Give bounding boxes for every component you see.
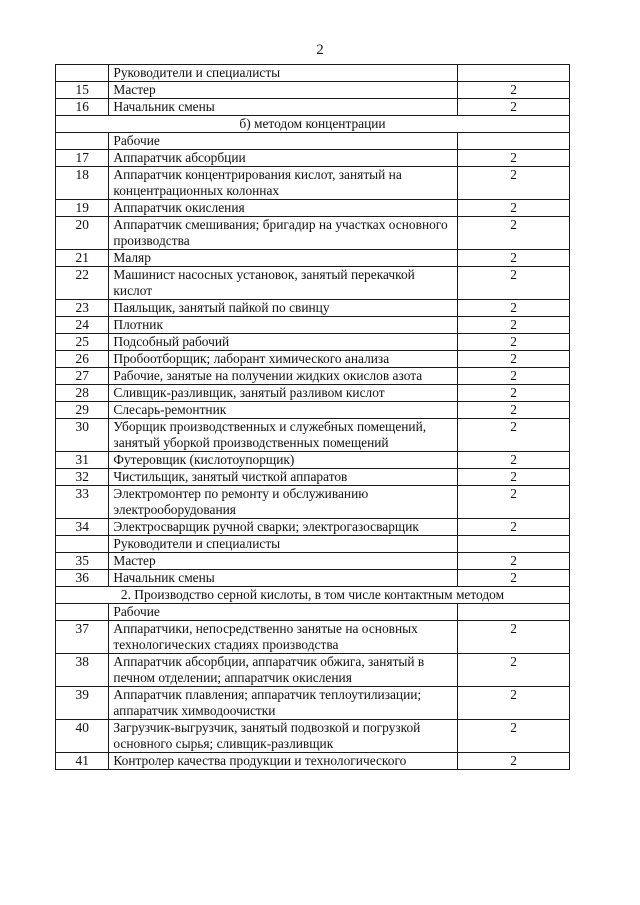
row-value: 2 xyxy=(458,267,570,300)
table-row xyxy=(56,334,570,351)
profession-name: Начальник смены xyxy=(109,570,458,587)
table-row xyxy=(56,753,570,770)
profession-name: Подсобный рабочий xyxy=(109,334,458,351)
row-number: 21 xyxy=(56,250,109,267)
table-row xyxy=(56,133,570,150)
value-cell xyxy=(458,536,570,553)
table-row xyxy=(56,570,570,587)
row-value: 2 xyxy=(458,351,570,368)
row-value: 2 xyxy=(458,687,570,720)
row-number: 25 xyxy=(56,334,109,351)
table-row xyxy=(56,267,570,300)
profession-name: Аппаратчик концентрирования кислот, занятый на концентрационных колоннах xyxy=(109,167,458,200)
row-number: 16 xyxy=(56,99,109,116)
profession-name: Машинист насосных установок, занятый перекачкой кислот xyxy=(109,267,458,300)
row-number: 41 xyxy=(56,753,109,770)
row-value: 2 xyxy=(458,519,570,536)
table-row xyxy=(56,720,570,753)
table-row xyxy=(56,469,570,486)
group-heading: Рабочие xyxy=(109,604,458,621)
row-number: 36 xyxy=(56,570,109,587)
value-cell xyxy=(458,65,570,82)
row-number: 19 xyxy=(56,200,109,217)
row-number: 39 xyxy=(56,687,109,720)
row-number-cell xyxy=(56,65,109,82)
row-number: 33 xyxy=(56,486,109,519)
row-value: 2 xyxy=(458,150,570,167)
table-row xyxy=(56,419,570,452)
profession-name: Плотник xyxy=(109,317,458,334)
row-number: 17 xyxy=(56,150,109,167)
table-row xyxy=(56,452,570,469)
row-number: 35 xyxy=(56,553,109,570)
row-number: 30 xyxy=(56,419,109,452)
row-number: 38 xyxy=(56,654,109,687)
table-row xyxy=(56,167,570,200)
profession-name: Аппаратчик абсорбции, аппаратчик обжига, занятый в печном отделении; аппаратчик окисления xyxy=(109,654,458,687)
table-row xyxy=(56,486,570,519)
table-body xyxy=(56,65,570,770)
profession-name: Электромонтер по ремонту и обслуживанию электрооборудования xyxy=(109,486,458,519)
table-row xyxy=(56,116,570,133)
row-value: 2 xyxy=(458,452,570,469)
profession-name: Электросварщик ручной сварки; электрогазосварщик xyxy=(109,519,458,536)
row-value: 2 xyxy=(458,217,570,250)
value-cell xyxy=(458,133,570,150)
row-value: 2 xyxy=(458,334,570,351)
row-value: 2 xyxy=(458,553,570,570)
profession-name: Паяльщик, занятый пайкой по свинцу xyxy=(109,300,458,317)
profession-name: Начальник смены xyxy=(109,99,458,116)
group-heading: Руководители и специалисты xyxy=(109,65,458,82)
profession-name: Контролер качества продукции и технологического xyxy=(109,753,458,770)
profession-name: Футеровщик (кислотоупорщик) xyxy=(109,452,458,469)
row-number: 34 xyxy=(56,519,109,536)
row-value: 2 xyxy=(458,654,570,687)
row-value: 2 xyxy=(458,753,570,770)
row-value: 2 xyxy=(458,469,570,486)
profession-name: Пробоотборщик; лаборант химического анализа xyxy=(109,351,458,368)
table-row xyxy=(56,82,570,99)
table-row xyxy=(56,317,570,334)
row-number-cell xyxy=(56,536,109,553)
row-number-cell xyxy=(56,604,109,621)
section-heading: 2. Производство серной кислоты, в том числе контактным методом xyxy=(56,587,570,604)
table-row xyxy=(56,604,570,621)
table-row xyxy=(56,553,570,570)
row-number: 24 xyxy=(56,317,109,334)
group-heading: Рабочие xyxy=(109,133,458,150)
row-value: 2 xyxy=(458,368,570,385)
table-row xyxy=(56,587,570,604)
row-value: 2 xyxy=(458,99,570,116)
row-number: 22 xyxy=(56,267,109,300)
row-number-cell xyxy=(56,133,109,150)
row-number: 18 xyxy=(56,167,109,200)
row-number: 20 xyxy=(56,217,109,250)
row-number: 32 xyxy=(56,469,109,486)
table-row xyxy=(56,368,570,385)
profession-name: Аппаратчик абсорбции xyxy=(109,150,458,167)
table-row xyxy=(56,300,570,317)
row-value: 2 xyxy=(458,317,570,334)
row-value: 2 xyxy=(458,486,570,519)
table-row xyxy=(56,687,570,720)
table-row xyxy=(56,402,570,419)
row-value: 2 xyxy=(458,250,570,267)
row-value: 2 xyxy=(458,419,570,452)
row-number: 31 xyxy=(56,452,109,469)
table-row xyxy=(56,536,570,553)
profession-name: Слесарь-ремонтник xyxy=(109,402,458,419)
row-value: 2 xyxy=(458,200,570,217)
group-heading: Руководители и специалисты xyxy=(109,536,458,553)
profession-name: Аппаратчик окисления xyxy=(109,200,458,217)
profession-name: Маляр xyxy=(109,250,458,267)
row-value: 2 xyxy=(458,570,570,587)
row-number: 37 xyxy=(56,621,109,654)
row-value: 2 xyxy=(458,720,570,753)
profession-name: Рабочие, занятые на получении жидких окислов азота xyxy=(109,368,458,385)
profession-name: Загрузчик-выгрузчик, занятый подвозкой и погрузкой основного сырья; сливщик-разливщик xyxy=(109,720,458,753)
profession-name: Аппаратчики, непосредственно занятые на основных технологических стадиях производства xyxy=(109,621,458,654)
row-value: 2 xyxy=(458,402,570,419)
table-row xyxy=(56,250,570,267)
profession-name: Аппаратчик смешивания; бригадир на участках основного производства xyxy=(109,217,458,250)
row-number: 15 xyxy=(56,82,109,99)
row-number: 26 xyxy=(56,351,109,368)
value-cell xyxy=(458,604,570,621)
table-row xyxy=(56,65,570,82)
row-number: 40 xyxy=(56,720,109,753)
profession-name: Уборщик производственных и служебных помещений, занятый уборкой производственных помещений xyxy=(109,419,458,452)
table-row xyxy=(56,654,570,687)
table-row xyxy=(56,385,570,402)
table-row xyxy=(56,200,570,217)
row-number: 28 xyxy=(56,385,109,402)
profession-table xyxy=(55,64,570,770)
profession-name: Чистильщик, занятый чисткой аппаратов xyxy=(109,469,458,486)
table-row xyxy=(56,150,570,167)
profession-name: Аппаратчик плавления; аппаратчик теплоутилизации; аппаратчик химводоочистки xyxy=(109,687,458,720)
table-row xyxy=(56,217,570,250)
row-number: 23 xyxy=(56,300,109,317)
table-row xyxy=(56,99,570,116)
row-value: 2 xyxy=(458,82,570,99)
profession-name: Мастер xyxy=(109,553,458,570)
section-heading: б) методом концентрации xyxy=(56,116,570,133)
row-value: 2 xyxy=(458,300,570,317)
row-number: 27 xyxy=(56,368,109,385)
row-value: 2 xyxy=(458,167,570,200)
page-number: 2 xyxy=(316,42,324,58)
profession-name: Мастер xyxy=(109,82,458,99)
row-number: 29 xyxy=(56,402,109,419)
profession-name: Сливщик-разливщик, занятый разливом кислот xyxy=(109,385,458,402)
row-value: 2 xyxy=(458,385,570,402)
table-row xyxy=(56,519,570,536)
table-row xyxy=(56,621,570,654)
row-value: 2 xyxy=(458,621,570,654)
table-row xyxy=(56,351,570,368)
